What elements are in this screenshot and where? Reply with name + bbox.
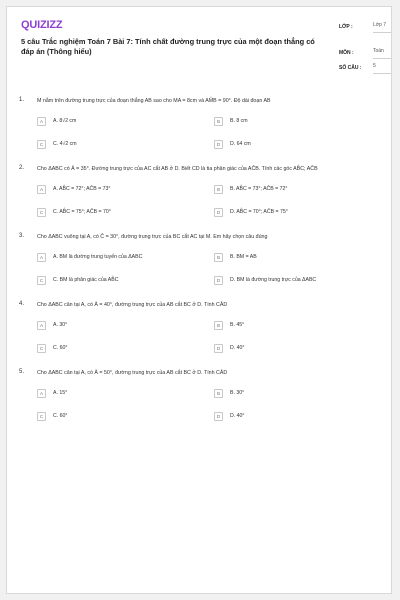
question-text: Cho ΔABC cân tại A, có Â = 50°, đường trung trực của AB cắt BC ở D. Tính CÂD xyxy=(37,370,228,376)
option-letter-box: D xyxy=(214,208,223,217)
question-text: Cho ΔABC có Â = 35°. Đường trung trực của AC cắt AB ở D. Biết CD là tia phân giác của AĈB. Tính các góc AB̂C; AĈB xyxy=(37,166,318,172)
option-letter-box: B xyxy=(214,185,223,194)
option-letter-box: D xyxy=(214,276,223,285)
option-text: C. 4√2 cm xyxy=(53,141,77,147)
option-text: D. AB̂C = 70°; AĈB = 75° xyxy=(230,209,288,215)
option-letter-box: B xyxy=(214,321,223,330)
option-c[interactable] xyxy=(37,340,214,356)
meta-label: SỐ CÂU : xyxy=(339,65,362,71)
option-text: D. 40° xyxy=(230,413,245,419)
meta-value: 5 xyxy=(373,63,391,74)
option-text: B. 45° xyxy=(230,322,245,328)
option-letter-box: C xyxy=(37,208,46,217)
option-d[interactable] xyxy=(214,136,391,152)
worksheet-page xyxy=(6,6,392,594)
option-text: A. 8√2 cm xyxy=(53,118,77,124)
question-number: 1. xyxy=(19,97,25,103)
option-b[interactable] xyxy=(214,113,391,129)
option-a[interactable] xyxy=(37,181,214,197)
meta-subject xyxy=(339,46,392,61)
meta-value: Lớp 7 xyxy=(373,22,391,33)
option-c[interactable] xyxy=(37,272,214,288)
option-letter-box: A xyxy=(37,117,46,126)
meta-value: Toán xyxy=(373,48,391,59)
question-2 xyxy=(17,165,391,220)
question-5 xyxy=(17,369,391,424)
option-letter-box: D xyxy=(214,140,223,149)
brand-logo: QUIZIZZ xyxy=(21,19,63,31)
option-letter-box: D xyxy=(214,344,223,353)
option-letter-box: A xyxy=(37,253,46,262)
question-1 xyxy=(17,97,391,152)
option-text: C. 60° xyxy=(53,345,68,351)
worksheet-meta xyxy=(339,20,392,76)
option-b[interactable] xyxy=(214,317,391,333)
option-c[interactable] xyxy=(37,204,214,220)
question-text: Cho ΔABC cân tại A, có Â = 40°, đường trung trực của AB cắt BC ở D. Tính CÂD xyxy=(37,302,228,308)
option-letter-box: A xyxy=(37,389,46,398)
option-a[interactable] xyxy=(37,317,214,333)
question-4 xyxy=(17,301,391,356)
option-letter-box: C xyxy=(37,412,46,421)
question-number: 2. xyxy=(19,165,25,171)
option-d[interactable] xyxy=(214,340,391,356)
option-text: A. BM là đường trung tuyến của ΔABC xyxy=(53,254,143,260)
meta-label: MÔN : xyxy=(339,50,354,56)
meta-class xyxy=(339,20,392,46)
option-text: D. 40° xyxy=(230,345,245,351)
option-list xyxy=(37,181,391,220)
option-letter-box: C xyxy=(37,276,46,285)
option-list xyxy=(37,317,391,356)
option-letter-box: C xyxy=(37,344,46,353)
option-letter-box: C xyxy=(37,140,46,149)
option-list xyxy=(37,385,391,424)
option-letter-box: B xyxy=(214,253,223,262)
question-number: 4. xyxy=(19,301,25,307)
option-letter-box: B xyxy=(214,389,223,398)
meta-label: LỚP : xyxy=(339,24,353,30)
option-b[interactable] xyxy=(214,249,391,265)
option-text: D. BM là đường trung trực của ΔABC xyxy=(230,277,317,283)
option-letter-box: D xyxy=(214,412,223,421)
option-letter-box: B xyxy=(214,117,223,126)
question-text: Cho ΔABC vuông tại A, có Ĉ = 30°, đường trung trực của BC cắt AC tại M. Em hãy chọn câu đúng xyxy=(37,234,268,240)
option-text: B. 30° xyxy=(230,390,245,396)
option-b[interactable] xyxy=(214,385,391,401)
option-list xyxy=(37,113,391,152)
option-c[interactable] xyxy=(37,136,214,152)
question-number: 3. xyxy=(19,233,25,239)
option-a[interactable] xyxy=(37,249,214,265)
option-d[interactable] xyxy=(214,408,391,424)
option-text: B. BM = AB xyxy=(230,254,257,260)
option-d[interactable] xyxy=(214,204,391,220)
question-text: M nằm trên đường trung trực của đoạn thẳng AB sao cho MA = 8cm và AM̂B = 90°. Độ dài đoạn AB xyxy=(37,98,271,104)
option-a[interactable] xyxy=(37,113,214,129)
option-text: B. 8 cm xyxy=(230,118,248,124)
option-letter-box: A xyxy=(37,321,46,330)
question-3 xyxy=(17,233,391,288)
option-letter-box: A xyxy=(37,185,46,194)
option-text: A. AB̂C = 72°; AĈB = 73° xyxy=(53,186,111,192)
option-text: C. AB̂C = 75°; AĈB = 70° xyxy=(53,209,111,215)
option-text: A. 30° xyxy=(53,322,68,328)
option-b[interactable] xyxy=(214,181,391,197)
option-text: D. 64 cm xyxy=(230,141,251,147)
question-number: 5. xyxy=(19,369,25,375)
option-text: B. AB̂C = 73°; AĈB = 72° xyxy=(230,186,288,192)
option-c[interactable] xyxy=(37,408,214,424)
worksheet-title: 5 câu Trắc nghiệm Toán 7 Bài 7: Tính chất đường trung trực của một đoạn thẳng có đáp án (Thông hiểu) xyxy=(21,37,315,56)
option-text: C. BM là phân giác của AB̂C xyxy=(53,277,119,283)
question-list xyxy=(17,97,391,437)
option-a[interactable] xyxy=(37,385,214,401)
meta-question-count xyxy=(339,61,392,76)
option-text: A. 15° xyxy=(53,390,68,396)
option-d[interactable] xyxy=(214,272,391,288)
option-text: C. 60° xyxy=(53,413,68,419)
option-list xyxy=(37,249,391,288)
